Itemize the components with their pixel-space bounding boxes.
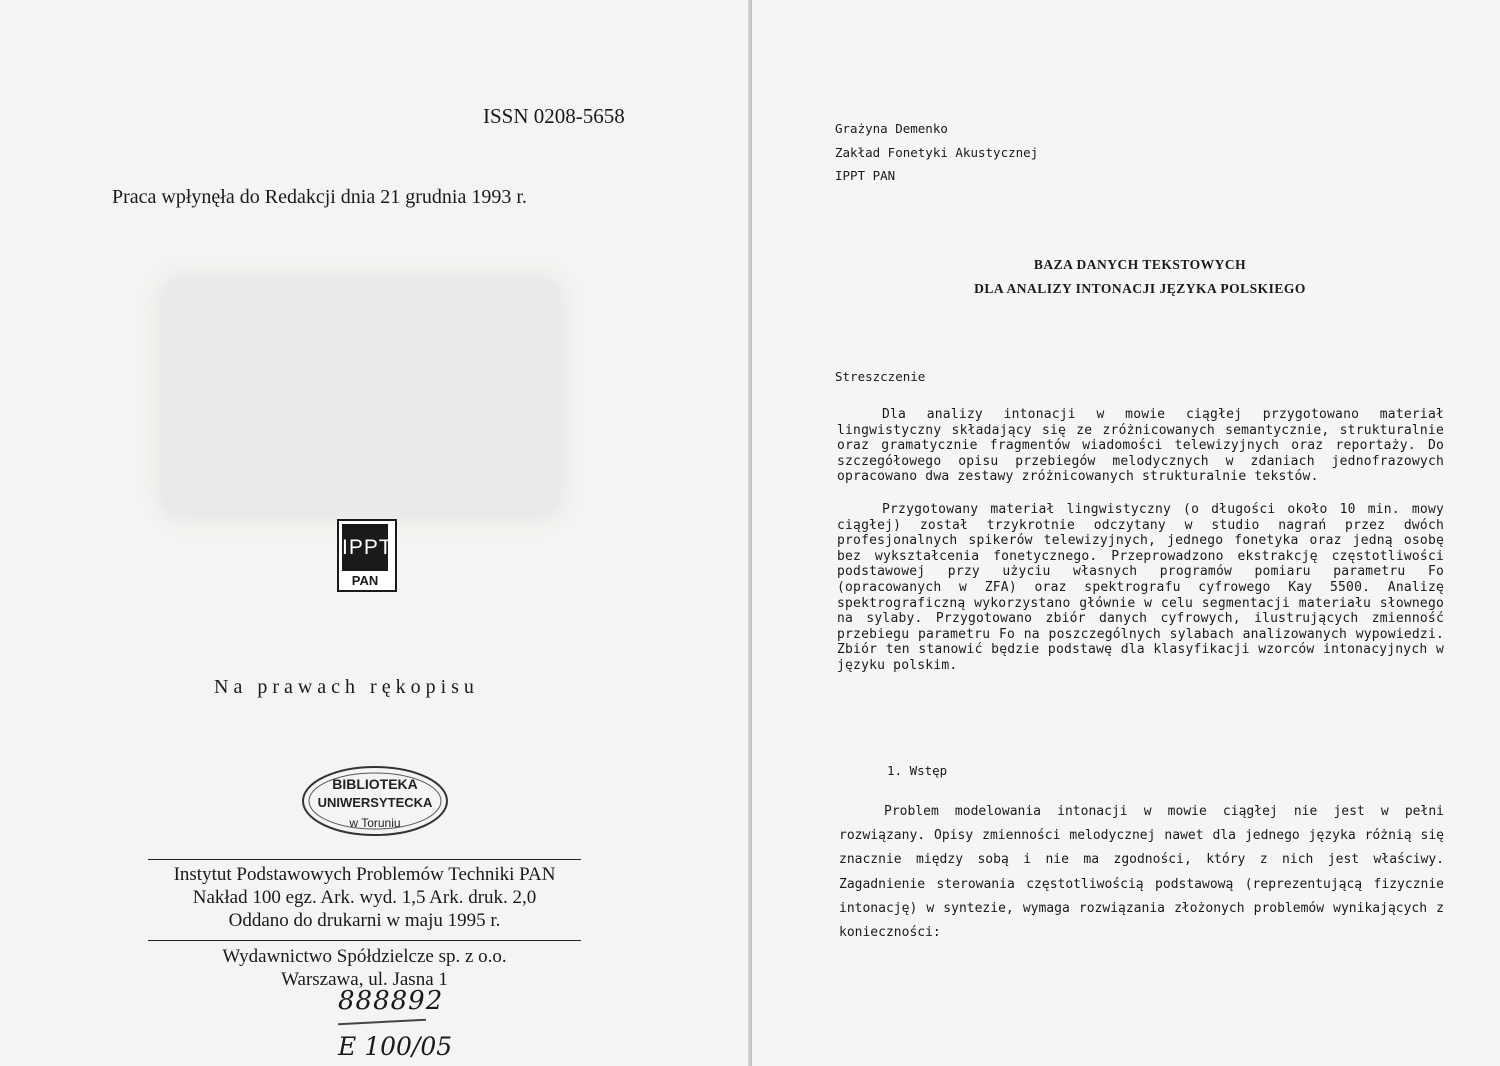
abstract-paragraph: Przygotowany materiał lingwistyczny (o długości około 10 min. mowy ciągłej) został trzykrotnie odczytany w studio nagrań przez dwóch profesjonalnych spikerów telewizyjnych, jednego fonetyka oraz jedną osobę bez wykształcenia fonetycznego. Przeprowadzono ekstrakcję częstotliwości podstawowej przy użyciu własnych programów pomiaru parametru Fo (opracowanych w ZFA) oraz spektrografu cyfrowego Kay 5500. Analizę spektrograficzną wykorzystano głównie w celu segmentacji materiału słownego na sylaby. Przygotowano zbiór danych cyfrowych, ilustrujących zmienność przebiegu parametru Fo na poszczególnych sylabach analizowanych wypowiedzi. Zbiór ten stanowić będzie podstawę dla klasyfikacji wzorców intonacyjnych w języku polskim. [837, 502, 1444, 673]
title-line: DLA ANALIZY INTONACJI JĘZYKA POLSKIEGO [974, 281, 1306, 296]
library-stamp [300, 765, 450, 837]
abstract-heading: Streszczenie [835, 369, 926, 384]
show-through-area [162, 278, 560, 516]
author-name: Grażyna Demenko [835, 121, 948, 136]
printing-imprint [148, 863, 581, 932]
handwritten-underline [338, 1019, 426, 1026]
imprint-divider-bottom [148, 940, 581, 941]
handwritten-inventory-number: 888892 [338, 986, 444, 1016]
handwritten-shelf-mark: E 100/05 [338, 1032, 453, 1061]
imprint-line: Nakład 100 egz. Ark. wyd. 1,5 Ark. druk. 2,0 [192, 887, 537, 908]
title-line: BAZA DANYCH TEKSTOWYCH [1033, 257, 1247, 272]
affiliation-line: IPPT PAN [835, 168, 896, 183]
stamp-text-bottom: w Toruniu [349, 816, 401, 830]
author-block [835, 117, 1038, 188]
abstract-paragraph: Dla analizy intonacji w mowie ciągłej przygotowano materiał lingwistyczny składający się ze zróżnicowanych semantycznie, strukturalnie oraz gramatycznie fragmentów wiadomości telewizyjnych oraz reportaży. Do szczegółowego opisu przebiegów melodycznych w zdaniach jednofrazowych opracowano dwa zestawy zróżnicowanych strukturalnie tekstów. [837, 407, 1444, 485]
stamp-text-top: BIBLIOTEKA [332, 776, 418, 792]
imprint-line: Oddano do drukarni w maju 1995 r. [228, 910, 501, 931]
imprint-line: Instytut Podstawowych Problemów Techniki PAN [173, 864, 556, 885]
imprint-divider-top [148, 859, 581, 860]
affiliation-line: Zakład Fonetyki Akustycznej [835, 144, 1039, 160]
publisher-line: Wydawnictwo Spółdzielcze sp. z o.o. [222, 946, 507, 967]
issn-number: ISSN 0208-5658 [483, 104, 625, 128]
publisher-line: Warszawa, ul. Jasna 1 [281, 969, 448, 990]
logo-bottom-text: PAN [351, 573, 379, 588]
ippt-pan-logo [337, 519, 397, 592]
section-paragraph: Problem modelowania intonacji w mowie ciągłej nie jest w pełni rozwiązany. Opisy zmienności melodycznej nawet dla jednego języka różnią się znacznie między sobą i nie ma zgodności, który z nich jest właściwy. Zagadnienie sterowania częstotliwością podstawową (reprezentującą fizycznie intonację) w syntezie, wymaga rozwiązania złożonych problemów wynikających z konieczności: [839, 804, 1444, 941]
section-heading: 1. Wstęp [887, 763, 948, 778]
publisher-imprint [148, 945, 581, 991]
stamp-text-middle: UNIWERSYTECKA [317, 795, 433, 810]
logo-top-text: IPPT [342, 524, 388, 571]
received-date-note: Praca wpłynęła do Redakcji dnia 21 grudnia 1993 r. [112, 186, 527, 208]
paper-title [900, 253, 1380, 301]
rights-notice: Na prawach rękopisu [214, 676, 479, 698]
